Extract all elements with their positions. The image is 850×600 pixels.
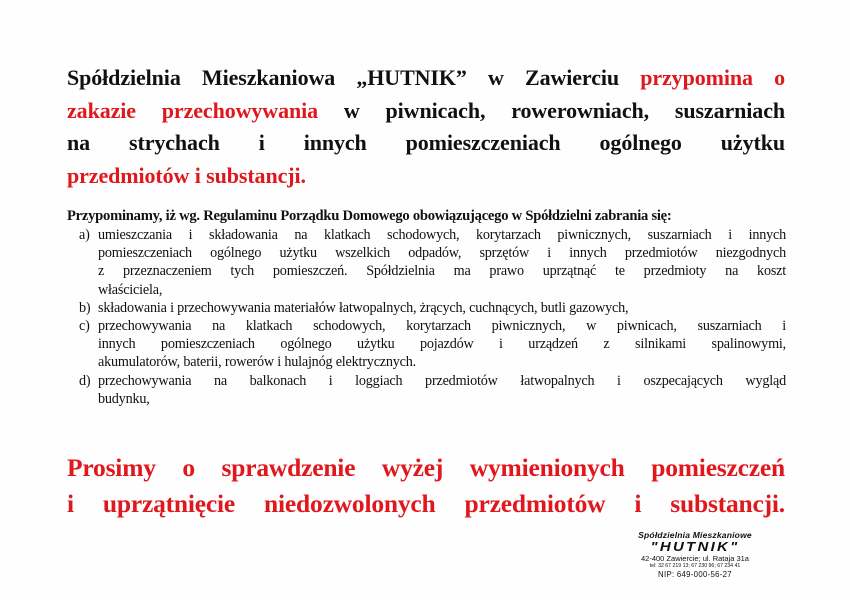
heading-line-3 [67,127,785,160]
stamp-brand: "HUTNIK" [650,539,740,554]
stamp-address: 42-400 Zawiercie; ul. Rataja 31a [641,554,749,563]
rules-list [79,226,786,408]
notice-heading [67,62,785,192]
rule-line: właściciela, [98,281,163,298]
heading-text: Spółdzielnia Mieszkaniowa „HUTNIK” w Zawierciu [67,65,641,90]
rule-item-a [79,226,786,299]
rule-marker: d) [79,372,91,389]
heading-highlight: zakazie przechowywania [67,97,319,123]
rule-item-c [79,317,786,372]
closing-request [67,450,785,522]
heading-text: w piwnicach, rowerowniach, suszarniach [318,97,785,123]
stamp-nip: NIP: 649-000-56-27 [658,569,732,579]
rule-line: składowania i przechowywania materiałów łatwopalnych, żrących, cuchnących, butli gazowych, [98,299,629,316]
rule-item-d [79,372,786,408]
stamp-phone: tel: 32 67 219 13; 67 230 96; 67 234 41 [649,563,741,569]
rule-marker: b) [79,299,91,316]
rule-line: przechowywania na klatkach schodowych, korytarzach piwnicznych, w piwnicach, suszarniach i [98,317,786,334]
heading-line-1 [67,62,785,95]
heading-highlight: przypomina o [640,65,785,90]
rule-marker: a) [79,227,90,243]
heading-text: na strychach i innych pomieszczeniach ogólnego użytku [67,130,785,155]
rule-line: pomieszczeniach ogólnego użytku wszelkich odpadów, sprzętów i innych przedmiotów niezgodnych [98,245,786,262]
rule-line: akumulatorów, baterii, rowerów i hulajnóg elektrycznych. [98,354,417,371]
heading-line-2 [67,95,785,128]
rule-line: umieszczania i składowania na klatkach schodowych, korytarzach piwnicznych, suszarniach i innych [98,227,786,243]
request-line: Prosimy o sprawdzenie wyżej wymienionych pomieszczeń [67,453,785,482]
organization-stamp [620,530,770,579]
rule-line: z przeznaczeniem tych pomieszczeń. Spółdzielnia ma prawo uprzątnąć te przedmioty na koszt [98,263,786,280]
stamp-org-name: Spółdzielnia Mieszkaniowe [638,530,752,540]
rule-line: budynku, [98,390,150,407]
rules-intro: Przypominamy, iż wg. Regulaminu Porządku Domowego obowiązującego w Spółdzielni zabrania się: [67,208,672,224]
rule-line: przechowywania na balkonach i loggiach przedmiotów łatwopalnych i oszpecających wygląd [98,372,786,389]
rule-line: innych pomieszczeniach ogólnego użytku pojazdów i urządzeń z silnikami spalinowymi, [98,336,786,353]
request-line: i uprzątnięcie niedozwolonych przedmiotów i substancji. [67,489,785,518]
heading-line-4 [67,160,785,193]
rule-item-b [79,299,786,317]
rule-marker: c) [79,317,90,334]
heading-highlight: przedmiotów i substancji. [67,162,306,188]
